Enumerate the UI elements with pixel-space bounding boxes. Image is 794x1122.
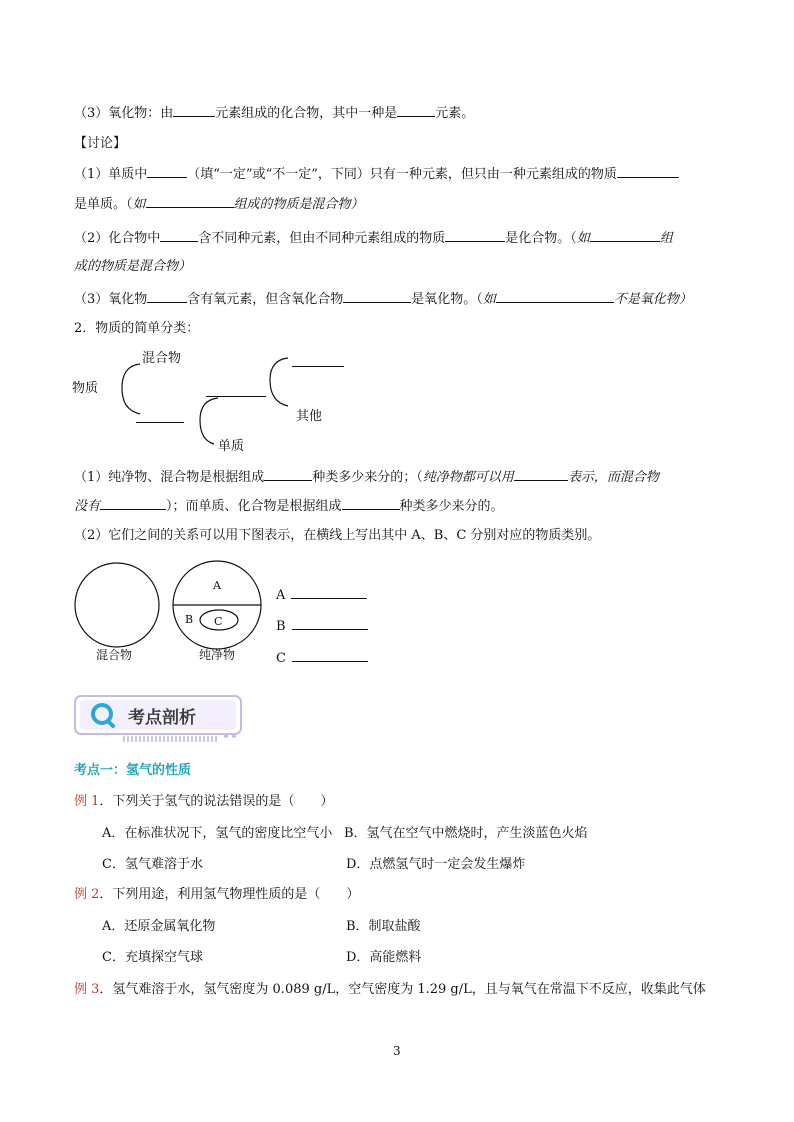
text-seg: 表示，而混合物 — [567, 470, 659, 485]
example-3 — [74, 981, 706, 999]
text-seg: ．下列用途，利用氢气物理性质的是（ ） — [99, 887, 360, 902]
text-seg: 种类多少来分的。 — [399, 499, 504, 514]
discussion-item-1-cont — [74, 194, 364, 214]
text-seg: ．氢气难溶于水，氢气密度为 0.089 g/L，空气密度为 1.29 g/L，且与氧气在常温下不反应，收集此气体 — [99, 982, 706, 997]
option-a[interactable]: A．在标准状况下，氢气的密度比空气小 — [102, 826, 333, 841]
section-2-heading: 2．物质的简单分类： — [74, 321, 200, 336]
answer-blank[interactable] — [496, 289, 614, 303]
text-seg: 是单质。（ — [74, 197, 133, 212]
answer-blank[interactable] — [173, 103, 215, 117]
banner-title: 考点剖析 — [128, 708, 196, 728]
text-seg: （3）氧化物：由 — [74, 106, 174, 121]
text-seg: ）；而单质、化合物是根据组成 — [166, 499, 342, 514]
option-d[interactable]: D．点燃氢气时一定会发生爆炸 — [346, 857, 526, 872]
option-c[interactable]: C．氢气难溶于水 — [102, 857, 203, 872]
pure-circle — [173, 561, 261, 649]
example-tag: 例 2 — [74, 887, 100, 902]
text-seg: 纯净物都可以用 — [422, 470, 514, 485]
discussion-title: 【讨论】 — [74, 136, 127, 151]
venn-label-a: A — [213, 579, 221, 592]
brace-middle — [200, 398, 218, 444]
venn-label-b: B — [185, 613, 194, 626]
tree-other: 其他 — [296, 409, 323, 424]
page-number: 3 — [393, 1044, 401, 1058]
example-1 — [74, 793, 333, 811]
option-b[interactable]: B．制取盐酸 — [346, 919, 421, 934]
question-1-cont — [74, 496, 504, 516]
example-tag: 例 3 — [74, 982, 100, 997]
section-banner — [74, 694, 244, 744]
answer-blank[interactable] — [100, 496, 166, 510]
answer-blank[interactable] — [445, 228, 505, 242]
option-c[interactable]: C．充填探空气球 — [102, 950, 203, 965]
discussion-item-3 — [74, 289, 692, 309]
answer-blank[interactable] — [343, 289, 411, 303]
mixture-label: 混合物 — [96, 648, 133, 662]
question-1 — [74, 467, 659, 487]
discussion-item-2 — [74, 228, 673, 248]
example-tag: 例 1 — [74, 794, 100, 809]
text-seg: （1）纯净物、混合物是根据组成 — [74, 470, 265, 485]
text-seg: 元素组成的化合物，其中一种是 — [215, 106, 398, 121]
text-seg: （1）单质中 — [74, 167, 148, 182]
text-seg: ．下列关于氢气的说法错误的是（ ） — [99, 794, 334, 809]
keypoint-1-heading: 考点一：氢气的性质 — [74, 763, 192, 778]
text-seg: 组成的物质是混合物） — [233, 197, 364, 212]
brace-inner — [270, 358, 288, 406]
answer-blank[interactable] — [291, 585, 367, 599]
answer-a — [276, 585, 367, 605]
tree-element: 单质 — [218, 439, 245, 454]
text-seg: 不是氧化物） — [613, 292, 692, 307]
answer-blank[interactable] — [147, 164, 187, 178]
answer-blank[interactable] — [342, 496, 400, 510]
text-seg: A — [276, 588, 286, 603]
option-d[interactable]: D．高能燃料 — [346, 950, 422, 965]
answer-blank[interactable] — [160, 228, 198, 242]
answer-c — [276, 648, 368, 668]
answer-blank[interactable] — [292, 616, 368, 630]
text-seg: 组 — [659, 231, 673, 246]
text-seg: 如 — [132, 197, 146, 212]
tree-root: 物质 — [72, 381, 99, 396]
answer-blank[interactable] — [514, 467, 568, 481]
answer-blank[interactable] — [397, 103, 435, 117]
text-seg: 含有氧元素，但含氧化合物 — [187, 292, 344, 307]
tree-blank-compound[interactable] — [206, 396, 266, 397]
venn-label-c: C — [214, 615, 223, 628]
text-seg: 含不同种元素，但由不同种元素组成的物质 — [198, 231, 446, 246]
answer-blank[interactable] — [590, 228, 660, 242]
tree-blank-pure[interactable] — [136, 422, 184, 423]
answer-b — [276, 616, 368, 636]
answer-blank[interactable] — [147, 289, 187, 303]
text-seg: 如 — [482, 292, 496, 307]
brace-outer — [122, 364, 140, 414]
text-seg: 元素。 — [435, 106, 475, 121]
example-2 — [74, 886, 359, 904]
answer-blank[interactable] — [264, 467, 312, 481]
text-seg: 如 — [576, 231, 590, 246]
text-seg: 种类多少来分的；（ — [312, 470, 423, 485]
discussion-item-1 — [74, 164, 679, 184]
option-b[interactable]: B．氢气在空气中燃烧时，产生淡蓝色火焰 — [344, 826, 588, 841]
oxide-definition-line — [74, 103, 474, 123]
tree-mixture: 混合物 — [142, 351, 182, 366]
text-seg: B — [276, 619, 286, 634]
text-seg: 是氧化物。（ — [411, 292, 483, 307]
question-2: （2）它们之间的关系可以用下图表示，在横线上写出其中 A、B、C 分别对应的物质类别。 — [74, 528, 601, 543]
text-seg: （3）氧化物 — [74, 292, 148, 307]
answer-blank[interactable] — [292, 648, 368, 662]
tree-blank-oxide[interactable] — [292, 366, 344, 367]
text-seg: （填“一定”或“不一定”，下同）只有一种元素，但只由一种元素组成的物质 — [187, 167, 617, 182]
text-seg: C — [276, 651, 286, 666]
text-seg: 是化合物。（ — [505, 231, 577, 246]
mixture-circle — [75, 563, 159, 647]
pure-label: 纯净物 — [199, 648, 236, 662]
text-seg: （2）化合物中 — [74, 231, 161, 246]
answer-blank[interactable] — [617, 164, 679, 178]
text-seg: 没有 — [74, 499, 101, 514]
answer-blank[interactable] — [146, 194, 234, 208]
option-a[interactable]: A．还原金属氧化物 — [102, 919, 216, 934]
discussion-item-2-cont: 成的物质是混合物） — [74, 259, 192, 274]
